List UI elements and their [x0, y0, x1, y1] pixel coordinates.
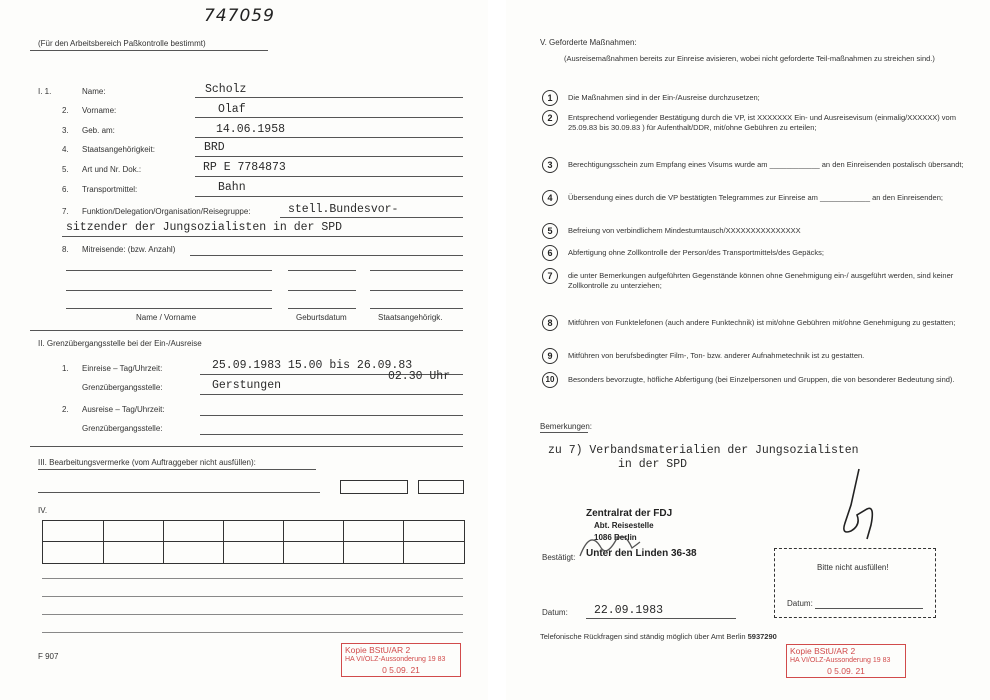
- staatsangehoerigkeit-value: BRD: [204, 141, 225, 154]
- transportmittel-value: Bahn: [218, 181, 246, 194]
- stamp-line: 0 5.09. 21: [382, 665, 420, 675]
- einreise-value-time: 02.30 Uhr: [388, 370, 451, 383]
- vorname-label: Vorname:: [82, 106, 117, 115]
- item-number-circle: 2: [542, 110, 558, 126]
- stamp-line: Kopie BStU/AR 2: [345, 645, 411, 655]
- geb-label: Geb. am:: [82, 126, 115, 135]
- bestaetigt-label: Bestätigt:: [542, 553, 576, 562]
- vorname-value: Olaf: [218, 103, 246, 116]
- measure-item: Mitführen von berufsbedingter Film-, Ton- bzw. anderer Aufnahmetechnik ist zu gestatten.: [568, 351, 865, 360]
- measure-item: die unter Bemerkungen aufgeführten Gegenstände können ohne Genehmigung ein-/ ausgeführt werden, sind keiner Zollkontrolle zu unterziehen;: [568, 271, 954, 290]
- staatsangehoerigkeit-label: Staatsangehörigkeit:: [82, 145, 155, 154]
- item-number-circle: 9: [542, 348, 558, 364]
- geb-value: 14.06.1958: [216, 123, 286, 136]
- right-form-page: [506, 0, 990, 700]
- transportmittel-label: Transportmittel:: [82, 185, 138, 194]
- measure-item: Befreiung von verbindlichem Mindestumtausch/XXXXXXXXXXXXXXX: [568, 226, 801, 235]
- item-number-circle: 3: [542, 157, 558, 173]
- dokument-value: RP E 7784873: [203, 161, 286, 174]
- bemerkungen-line2: in der SPD: [618, 458, 688, 471]
- funktion-label: Funktion/Delegation/Organisation/Reisegruppe:: [82, 207, 251, 216]
- stamp-line: Abt. Reisestelle: [594, 521, 654, 530]
- footer-phone-number: 5937290: [747, 632, 777, 641]
- item-number-circle: 10: [542, 372, 558, 388]
- section-iii-label: III. Bearbeitungsvermerke (vom Auftraggeber nicht ausfüllen):: [38, 458, 256, 467]
- row-number: 5.: [62, 165, 69, 174]
- row-number: 3.: [62, 126, 69, 135]
- col-name-header: Name / Vorname: [136, 313, 197, 322]
- ausreise-label: Ausreise – Tag/Uhrzeit:: [82, 405, 165, 414]
- stamp-line: HA VI/OLZ-Aussonderung 19 83: [345, 656, 446, 663]
- measure-item: Übersendung eines durch die VP bestätigten Telegrammes zur Einreise am ____________ an den Einreisenden;: [568, 193, 943, 202]
- measure-item: Berechtigungsschein zum Empfang eines Visums wurde am ____________ an den Einreisenden postalisch übersandt;: [568, 160, 964, 169]
- stamp-line: Zentralrat der FDJ: [586, 508, 673, 519]
- row-number: 4.: [62, 145, 69, 154]
- section-iv-label: IV.: [38, 506, 48, 515]
- signature-bestaetigt: [576, 526, 646, 566]
- stamp-line: 0 5.09. 21: [827, 666, 865, 676]
- item-number-circle: 1: [542, 90, 558, 106]
- measure-item: Entsprechend vorliegender Bestätigung durch die VP, ist XXXXXXX Ein- und Ausreisevisum (einmalig/XXXXXX) vom 25.09.83 bis 30.09.83 ) für Aufenthalt/DDR, mit/ohne Gebühren zu erteilen;: [568, 113, 956, 132]
- stamp-line: Unter den Linden 36-38: [586, 548, 697, 559]
- left-form-page: [0, 0, 488, 700]
- measure-item: Abfertigung ohne Zollkontrolle der Person/des Transportmittels/des Gepäcks;: [568, 248, 824, 257]
- datum-value: 22.09.1983: [594, 604, 664, 617]
- form-code: F 907: [38, 652, 59, 661]
- archive-stamp-left: [341, 643, 461, 677]
- row-number: 7.: [62, 207, 69, 216]
- section-i-label: I. 1.: [38, 87, 52, 96]
- section-v-label: V. Geforderte Maßnahmen:: [540, 38, 637, 47]
- name-label: Name:: [82, 87, 106, 96]
- stamp-line: 1086 Berlin: [594, 533, 637, 542]
- funktion-value-line1: stell.Bundesvor-: [288, 203, 399, 216]
- footer-phone-text: Telefonische Rückfragen sind ständig möglich über Amt Berlin: [540, 632, 746, 641]
- item-number-circle: 7: [542, 268, 558, 284]
- processing-box-1: [340, 480, 408, 494]
- col-birth-header: Geburtsdatum: [296, 313, 347, 322]
- stamp-line: HA VI/OLZ-Aussonderung 19 83: [790, 657, 891, 664]
- stamp-line: Kopie BStU/AR 2: [790, 646, 856, 656]
- grenzuebergangsstelle-label: Grenzübergangsstelle:: [82, 383, 163, 392]
- signature-right: [831, 465, 891, 545]
- datum-label: Datum:: [542, 608, 568, 617]
- archive-stamp-right: [786, 644, 906, 678]
- name-value: Scholz: [205, 83, 247, 96]
- item-number-circle: 5: [542, 223, 558, 239]
- dokument-label: Art und Nr. Dok.:: [82, 165, 142, 174]
- handwritten-number: 747059: [204, 6, 275, 26]
- box-title: Bitte nicht ausfüllen!: [817, 563, 889, 572]
- col-nation-header: Staatsangehörigk.: [378, 313, 443, 322]
- section-iv-grid: [42, 520, 465, 564]
- row-number: 6.: [62, 185, 69, 194]
- measure-item: Mitführen von Funktelefonen (auch andere Funktechnik) ist mit/ohne Gebühren mit/ohne Genehmigung zu gestatten;: [568, 318, 956, 327]
- item-number-circle: 6: [542, 245, 558, 261]
- item-number-circle: 8: [542, 315, 558, 331]
- row-number: 2.: [62, 106, 69, 115]
- row-number: 1.: [62, 364, 69, 373]
- box-datum-label: Datum:: [787, 599, 813, 608]
- grenzuebergangsstelle2-label: Grenzübergangsstelle:: [82, 424, 163, 433]
- section-ii-label: II. Grenzübergangsstelle bei der Ein-/Ausreise: [38, 339, 202, 348]
- bemerkungen-label: Bemerkungen:: [540, 422, 593, 431]
- footer-text: [540, 632, 777, 641]
- einreise-label: Einreise – Tag/Uhrzeit:: [82, 364, 163, 373]
- form-header: (Für den Arbeitsbereich Paßkontrolle bestimmt): [38, 39, 206, 48]
- einreise-value: 25.09.1983 15.00 bis 26.09.83: [212, 359, 413, 372]
- processing-box-2: [418, 480, 464, 494]
- measure-item: Besonders bevorzugte, höfliche Abfertigung (bei Einzelpersonen und Gruppen, die von besonderer Bedeutung sind).: [568, 375, 955, 384]
- do-not-fill-box: [774, 548, 936, 618]
- section-v-intro: (Ausreisemaßnahmen bereits zur Einreise avisieren, wobei nicht geforderte Teil-maßnahmen zu streichen sind.): [564, 54, 935, 63]
- bemerkungen-line1: zu 7) Verbandsmaterialien der Jungsozialisten: [548, 444, 859, 457]
- measure-item: Die Maßnahmen sind in der Ein-/Ausreise durchzusetzen;: [568, 93, 760, 102]
- funktion-value-line2: sitzender der Jungsozialisten in der SPD: [66, 221, 343, 234]
- mitreisende-label: Mitreisende: (bzw. Anzahl): [82, 245, 176, 254]
- grenzuebergangsstelle-value: Gerstungen: [212, 379, 282, 392]
- row-number: 8.: [62, 245, 69, 254]
- row-number: 2.: [62, 405, 69, 414]
- item-number-circle: 4: [542, 190, 558, 206]
